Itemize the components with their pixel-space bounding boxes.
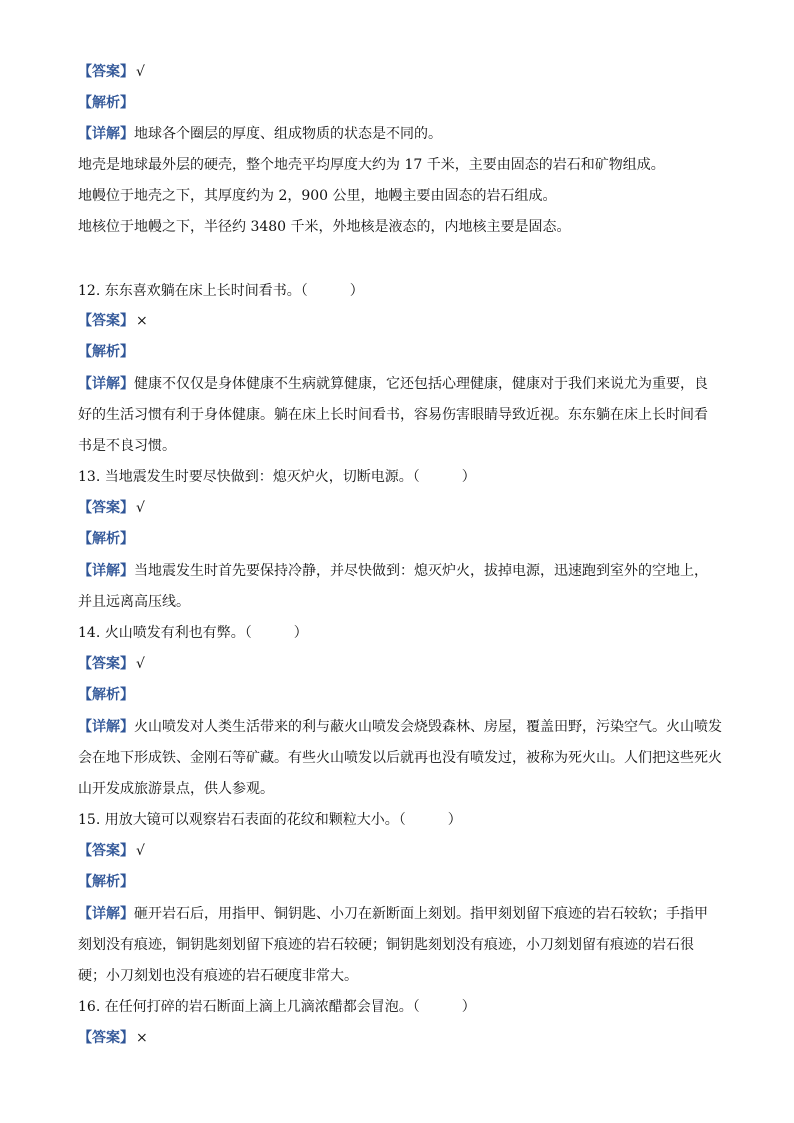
- q11-detail-text-1: 地球各个圈层的厚度、组成物质的状态是不同的。: [134, 126, 442, 142]
- answer-label: 【答案】: [78, 500, 134, 516]
- detail-label: 【详解】: [78, 906, 134, 922]
- q11-answer-line: [78, 62, 718, 82]
- q15-analysis-line: [78, 872, 718, 892]
- q11-detail-line-3: 地幔位于地壳之下，其厚度约为 2，900 公里，地幔主要由固态的岩石组成。: [78, 188, 557, 204]
- q14-detail-text-1: 火山喷发对人类生活带来的利与蔽火山喷发会烧毁森林、房屋，覆盖田野，污染空气。火山喷发: [134, 719, 722, 735]
- q13-answer-mark: √: [136, 500, 145, 516]
- q14-detail-line-3: 山开发成旅游景点，供人参观。: [78, 781, 274, 797]
- q13-detail-text-1: 当地震发生时首先要保持冷静，并尽快做到：熄灭炉火，拔掉电源，迅速跑到室外的空地上，: [134, 563, 708, 579]
- q15-detail-line-1: [78, 904, 718, 924]
- q12-answer-mark: ×: [136, 313, 148, 329]
- q13-detail-line-1: [78, 561, 718, 581]
- analysis-label: 【解析】: [78, 687, 134, 703]
- q12-question: 12. 东东喜欢躺在床上长时间看书。（ ）: [78, 283, 364, 299]
- q15-detail-line-2: 刻划没有痕迹，铜钥匙刻划留下痕迹的岩石较硬；铜钥匙刻划没有痕迹，小刀刻划留有痕迹的岩石很: [78, 937, 694, 953]
- q11-detail-line-1: [78, 124, 718, 144]
- q14-detail-line-1: [78, 717, 722, 737]
- q12-detail-line-1: [78, 374, 718, 394]
- q14-answer-mark: √: [136, 656, 145, 672]
- q13-detail-line-2: 并且远离高压线。: [78, 594, 190, 610]
- q12-detail-line-3: 书是不良习惯。: [78, 438, 176, 454]
- analysis-label: 【解析】: [78, 95, 134, 111]
- q15-answer-line: [78, 841, 718, 861]
- q14-analysis-line: [78, 685, 718, 705]
- answer-label: 【答案】: [78, 313, 134, 329]
- q15-question: 15. 用放大镜可以观察岩石表面的花纹和颗粒大小。（ ）: [78, 812, 462, 828]
- answer-label: 【答案】: [78, 656, 134, 672]
- q14-question: 14. 火山喷发有利也有弊。（ ）: [78, 625, 308, 641]
- q14-detail-line-2: 会在地下形成铁、金刚石等矿藏。有些火山喷发以后就再也没有喷发过，被称为死火山。人们把这些死火: [78, 750, 722, 766]
- q12-detail-line-2: 好的生活习惯有利于身体健康。躺在床上长时间看书，容易伤害眼睛导致近视。东东躺在床上长时间看: [78, 407, 708, 423]
- q14-answer-line: [78, 654, 718, 674]
- answer-label: 【答案】: [78, 64, 134, 80]
- q15-detail-text-1: 砸开岩石后，用指甲、铜钥匙、小刀在新断面上刻划。指甲刻划留下痕迹的岩石较软；手指甲: [134, 906, 708, 922]
- q13-answer-line: [78, 498, 718, 518]
- q13-analysis-line: [78, 529, 718, 549]
- q12-detail-text-1: 健康不仅仅是身体健康不生病就算健康，它还包括心理健康，健康对于我们来说尤为重要，良: [134, 376, 708, 392]
- q11-answer-mark: √: [136, 64, 145, 80]
- q16-answer-mark: ×: [136, 1030, 148, 1046]
- q11-detail-line-2: 地壳是地球最外层的硬壳，整个地壳平均厚度大约为 17 千米，主要由固态的岩石和矿物组成。: [78, 157, 665, 173]
- q11-analysis-line: [78, 93, 718, 113]
- q16-answer-line: [78, 1028, 718, 1048]
- detail-label: 【详解】: [78, 563, 134, 579]
- analysis-label: 【解析】: [78, 531, 134, 547]
- detail-label: 【详解】: [78, 719, 134, 735]
- analysis-label: 【解析】: [78, 344, 134, 360]
- detail-label: 【详解】: [78, 126, 134, 142]
- detail-label: 【详解】: [78, 376, 134, 392]
- q15-detail-line-3: 硬；小刀刻划也没有痕迹的岩石硬度非常大。: [78, 968, 358, 984]
- q16-question: 16. 在任何打碎的岩石断面上滴上几滴浓醋都会冒泡。（ ）: [78, 999, 476, 1015]
- q13-question: 13. 当地震发生时要尽快做到：熄灭炉火，切断电源。（ ）: [78, 469, 476, 485]
- q12-analysis-line: [78, 342, 718, 362]
- answer-label: 【答案】: [78, 1030, 134, 1046]
- q12-answer-line: [78, 311, 718, 331]
- answer-label: 【答案】: [78, 843, 134, 859]
- analysis-label: 【解析】: [78, 874, 134, 890]
- q11-detail-line-4: 地核位于地幔之下，半径约 3480 千米，外地核是液态的，内地核主要是固态。: [78, 219, 571, 235]
- q15-answer-mark: √: [136, 843, 145, 859]
